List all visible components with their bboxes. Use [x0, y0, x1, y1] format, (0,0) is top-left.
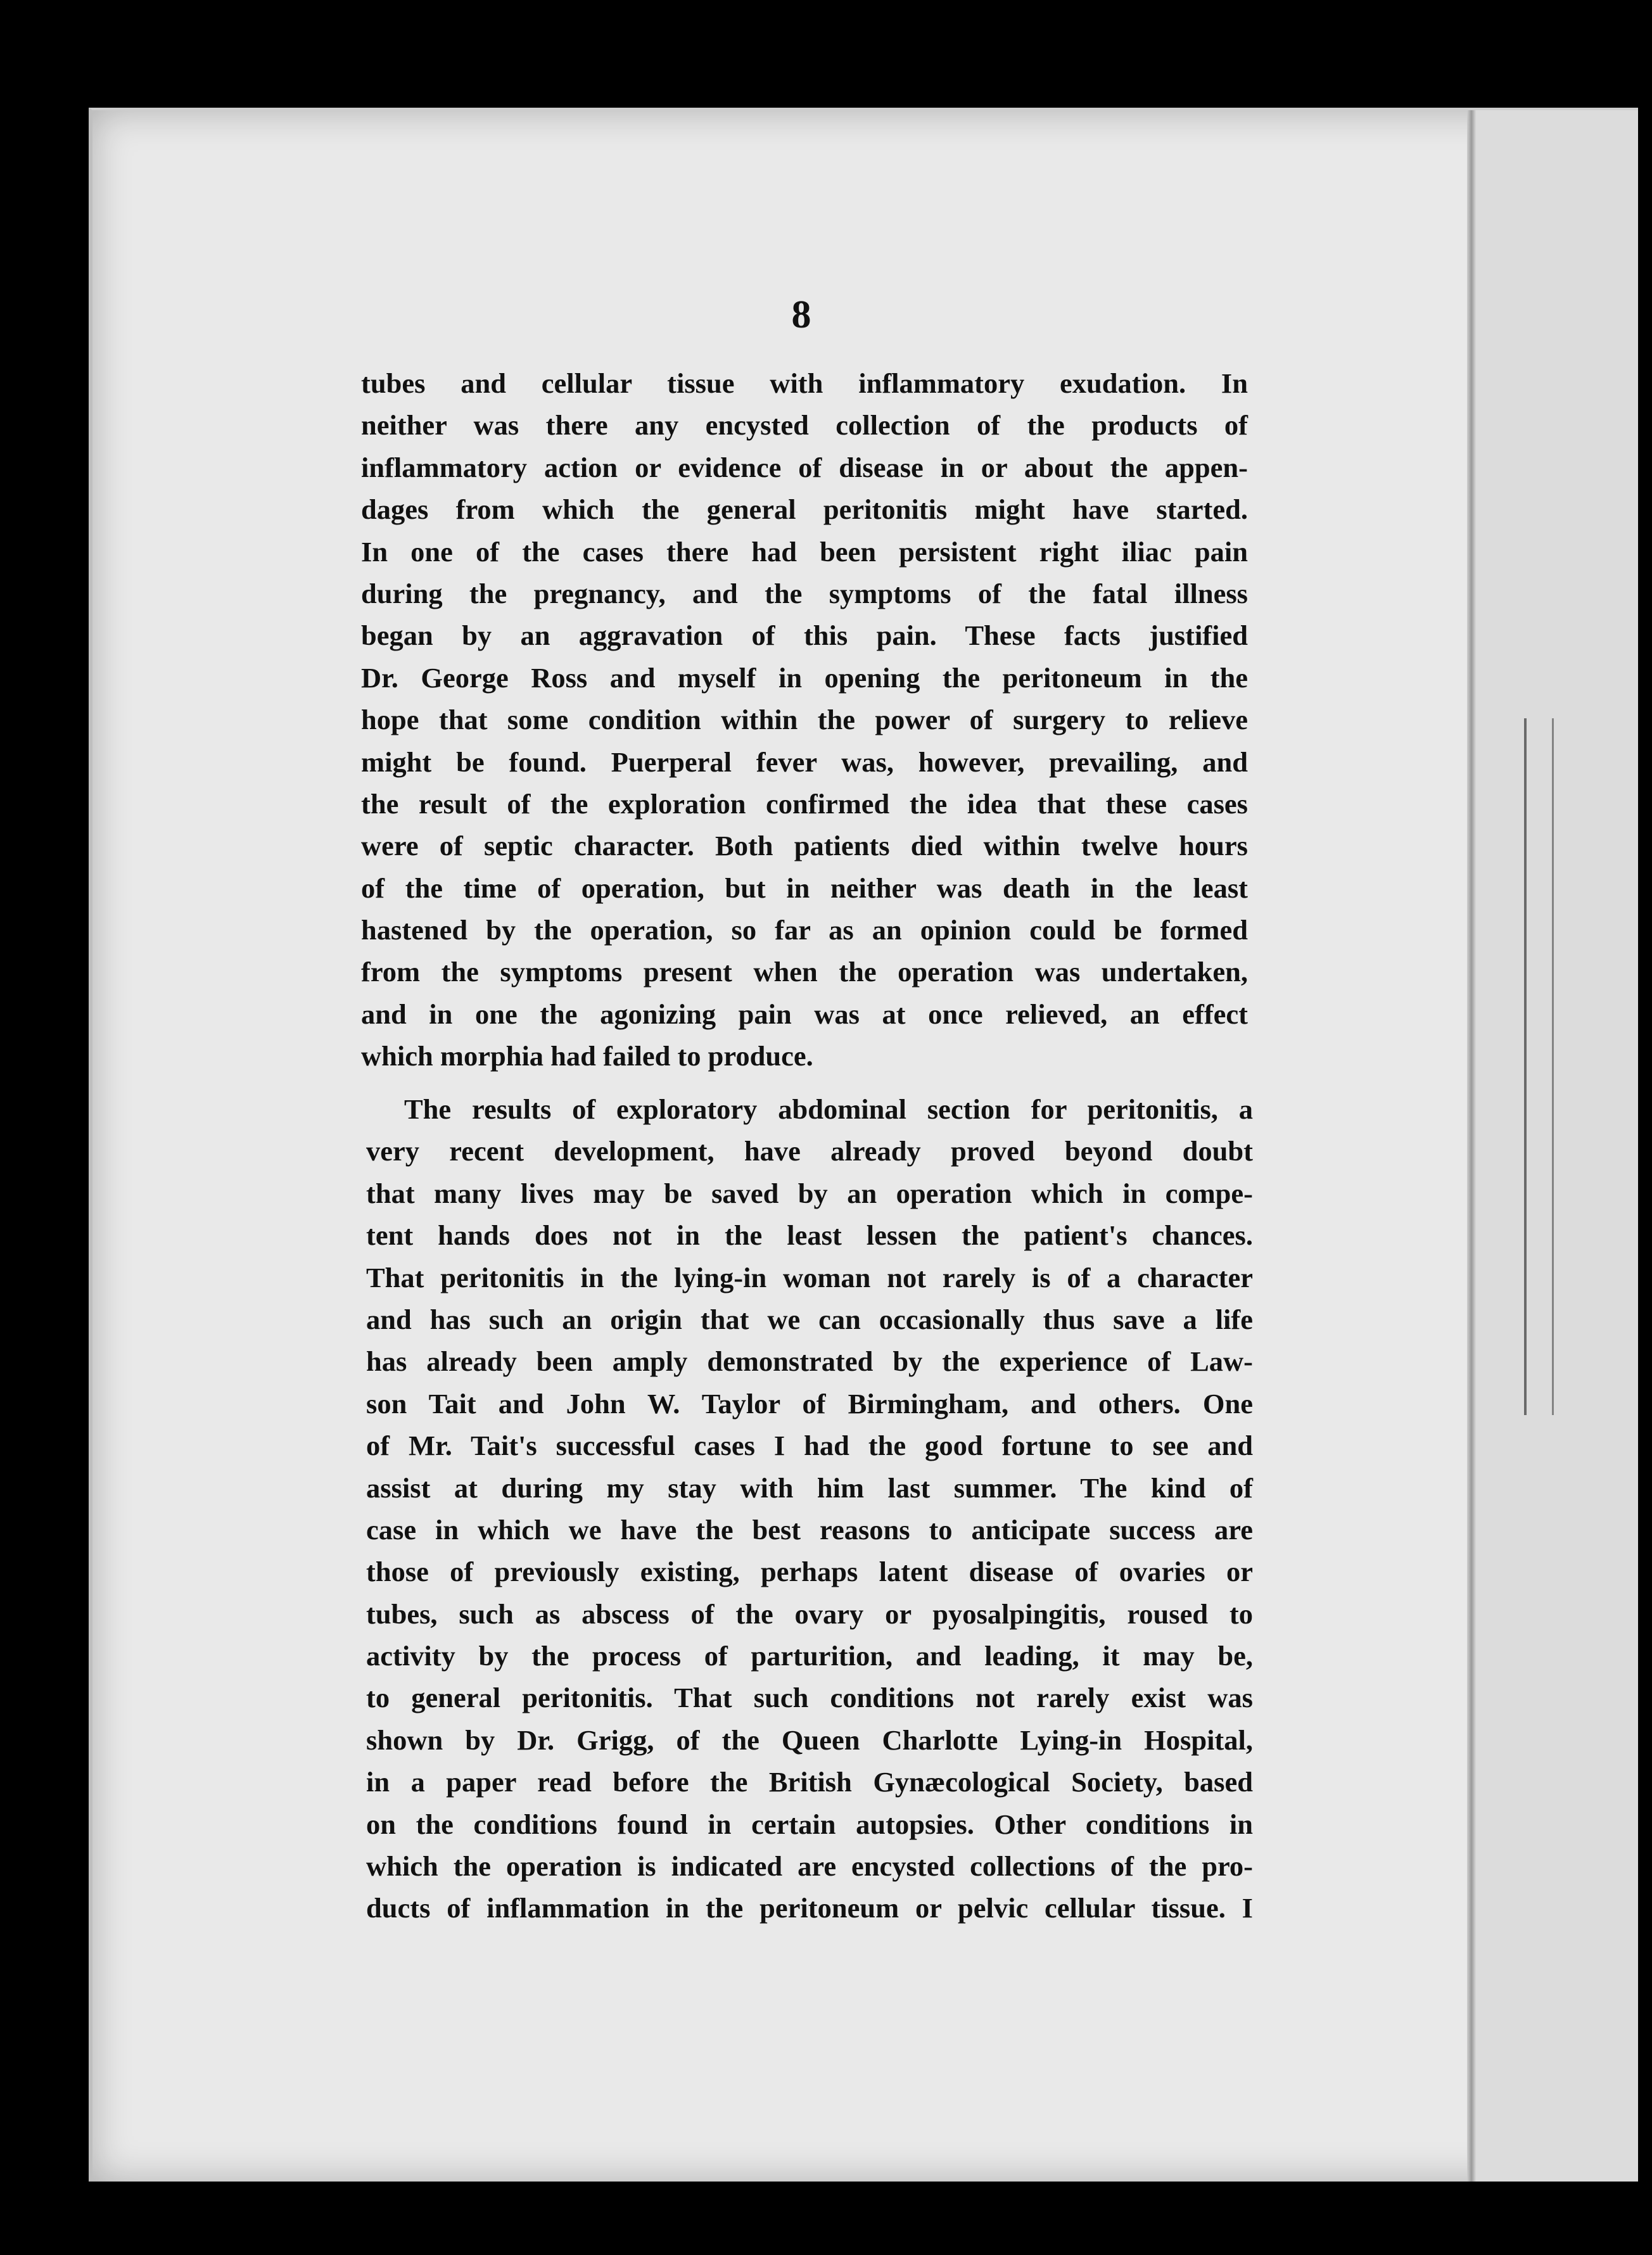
text-line: and in one the agonizing pain was at once relieved, an effect [361, 998, 1248, 1030]
text-line: on the conditions found in certain autopsies. Other conditions in [366, 1808, 1253, 1840]
text-line: shown by Dr. Grigg, of the Queen Charlotte Lying-in Hospital, [366, 1724, 1253, 1756]
text-line: that many lives may be saved by an operation which in compe- [366, 1177, 1253, 1209]
text-line: hastened by the operation, so far as an opinion could be formed [361, 914, 1248, 946]
page-number: 8 [791, 293, 811, 336]
text-line: son Tait and John W. Taylor of Birmingham, and others. One [366, 1387, 1253, 1420]
text-line: dages from which the general peritonitis might have started. [361, 493, 1248, 526]
text-line: tubes, such as abscess of the ovary or pyosalpingitis, roused to [366, 1598, 1253, 1630]
text-line: which the operation is indicated are encysted collections of the pro- [366, 1850, 1253, 1883]
text-line: during the pregnancy, and the symptoms of the fatal illness [361, 577, 1248, 609]
text-line: began by an aggravation of this pain. These facts justified [361, 619, 1248, 652]
text-line: In one of the cases there had been persistent right iliac pain [361, 535, 1248, 568]
binding-thread [1524, 718, 1554, 1415]
text-line: neither was there any encysted collection of the products of [361, 409, 1248, 441]
paragraph-1 [361, 362, 1248, 1077]
text-line: activity by the process of parturition, and leading, it may be, [366, 1640, 1253, 1672]
text-line: from the symptoms present when the operation was undertaken, [361, 956, 1248, 988]
text-line: might be found. Puerperal fever was, however, prevailing, and [361, 746, 1248, 778]
text-line: The results of exploratory abdominal section for peritonitis, a [404, 1093, 1253, 1125]
text-line: of the time of operation, but in neither was death in the least [361, 872, 1248, 904]
text-line: hope that some condition within the power of surgery to relieve [361, 704, 1248, 736]
text-line: ducts of inflammation in the peritoneum or pelvic cellular tissue. I [366, 1892, 1253, 1924]
text-line: inflammatory action or evidence of disease in or about the appen- [361, 451, 1248, 483]
text-line: of Mr. Tait's successful cases I had the good fortune to see and [366, 1430, 1253, 1462]
text-line: in a paper read before the British Gynæcological Society, based [366, 1766, 1253, 1798]
text-line: That peritonitis in the lying-in woman not rarely is of a character [366, 1261, 1253, 1293]
text-line: has already been amply demonstrated by the experience of Law- [366, 1345, 1253, 1378]
text-line: were of septic character. Both patients died within twelve hours [361, 830, 1248, 862]
text-line: which morphia had failed to produce. [361, 1040, 813, 1072]
text-line: the result of the exploration confirmed the idea that these cases [361, 787, 1248, 820]
text-line: to general peritonitis. That such conditions not rarely exist was [366, 1682, 1253, 1714]
text-line: and has such an origin that we can occasionally thus save a life [366, 1303, 1253, 1335]
text-line: those of previously existing, perhaps latent disease of ovaries or [366, 1556, 1253, 1588]
page-fold [1467, 110, 1476, 2182]
text-line: case in which we have the best reasons to anticipate success are [366, 1513, 1253, 1546]
paragraph-2 [366, 1088, 1253, 1929]
text-line: tubes and cellular tissue with inflammatory exudation. In [361, 367, 1248, 399]
text-line: assist at during my stay with him last summer. The kind of [366, 1471, 1253, 1504]
text-line: tent hands does not in the least lessen the patient's chances. [366, 1219, 1253, 1252]
text-line: Dr. George Ross and myself in opening the peritoneum in the [361, 661, 1248, 694]
page-edge [1476, 110, 1638, 2182]
text-line: very recent development, have already proved beyond doubt [366, 1135, 1253, 1167]
